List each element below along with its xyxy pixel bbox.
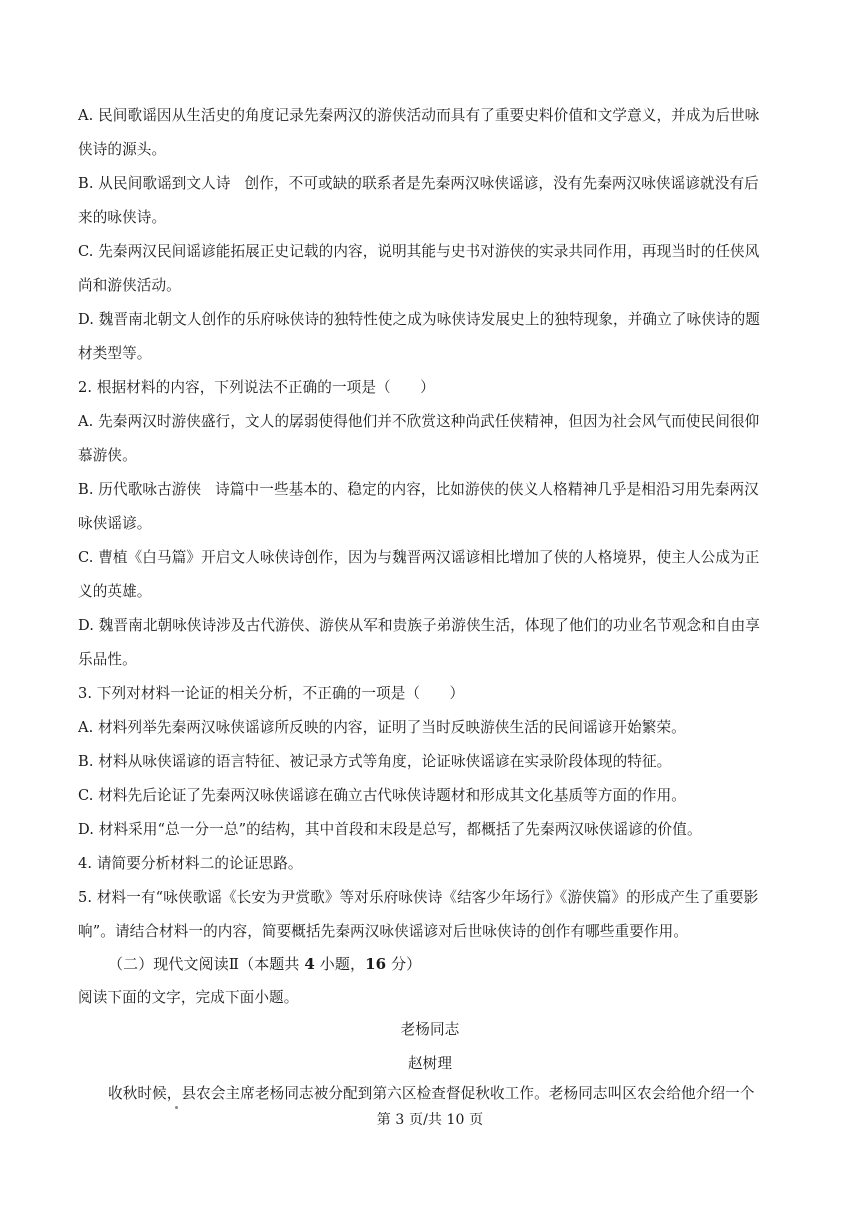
q5-line2: 响”。请结合材料一的内容，简要概括先秦两汉咏侠谣谚对后世咏侠诗的创作有哪些重要作用。 bbox=[78, 923, 689, 940]
story-paragraph: 收秋时候，县农会主席老杨同志被分配到第六区检查督促秋收工作。老杨同志叫区农会给他介绍一个 bbox=[108, 1085, 755, 1102]
section-heading-count: 4 bbox=[304, 955, 315, 973]
q1-option-d-line2: 材类型等。 bbox=[78, 345, 152, 362]
q1-option-c-line2: 尚和游侠活动。 bbox=[78, 277, 181, 294]
q1-option-b-part1: B. 从民间歌谣到文人诗 bbox=[78, 175, 231, 192]
q1-option-b-part2: 创作，不可或缺的联系者是先秦两汉咏侠谣谚，没有先秦两汉咏侠谣谚就没有后 bbox=[244, 175, 759, 192]
section-heading-part1: （二）现代文阅读Ⅱ（本题共 bbox=[108, 955, 300, 973]
section-heading bbox=[108, 954, 818, 974]
q2-option-c-line2: 义的英雄。 bbox=[78, 583, 152, 600]
q2-option-b-line1 bbox=[78, 480, 788, 500]
q2-option-b-part1: B. 历代歌咏古游侠 bbox=[78, 481, 202, 498]
q2-stem: 2. 根据材料的内容，下列说法不正确的一项是（ ） bbox=[78, 379, 435, 396]
q2-option-a-line2: 慕游侠。 bbox=[78, 447, 137, 464]
q1-option-a-line2: 侠诗的源头。 bbox=[78, 141, 167, 158]
q1-option-c-line1: C. 先秦两汉民间谣谚能拓展正史记载的内容，说明其能与史书对游侠的实录共同作用，再现当时的任侠风 bbox=[78, 243, 760, 260]
q1-option-d-line1: D. 魏晋南北朝文人创作的乐府咏侠诗的独特性使之成为咏侠诗发展史上的独特现象，并确立了咏侠诗的题 bbox=[78, 311, 760, 328]
reading-instruction: 阅读下面的文字，完成下面小题。 bbox=[78, 989, 299, 1006]
page-number: 第 3 页/共 10 页 bbox=[376, 1112, 484, 1128]
q1-option-a-line1: A. 民间歌谣因从生活史的角度记录先秦两汉的游侠活动而具有了重要史料价值和文学意义，并成为后世咏 bbox=[78, 107, 760, 124]
q1-option-b-line2: 来的咏侠诗。 bbox=[78, 209, 167, 226]
q3-stem: 3. 下列对材料一论证的相关分析，不正确的一项是（ ） bbox=[78, 685, 465, 702]
q2-option-c-line1: C. 曹植《白马篇》开启文人咏侠诗创作，因为与魏晋两汉谣谚相比增加了侠的人格境界，使主人公成为正 bbox=[78, 549, 760, 566]
story-title: 老杨同志 bbox=[400, 1021, 460, 1038]
scan-mark bbox=[175, 1106, 178, 1109]
q5-line1: 5. 材料一有“咏侠歌谣《长安为尹赏歌》等对乐府咏侠诗《结客少年场行》《游侠篇》的形成产生了重要影 bbox=[78, 889, 759, 906]
q1-option-b-line1 bbox=[78, 174, 788, 194]
q2-option-b-line2: 咏侠谣谚。 bbox=[78, 515, 152, 532]
section-heading-part2: 小题， bbox=[319, 955, 366, 973]
q2-option-a-line1: A. 先秦两汉时游侠盛行，文人的孱弱使得他们并不欣赏这种尚武任侠精神，但因为社会风气而使民间很仰 bbox=[78, 413, 760, 430]
q2-option-d-line1: D. 魏晋南北朝咏侠诗涉及古代游侠、游侠从军和贵族子弟游侠生活，体现了他们的功业名节观念和自由享 bbox=[78, 617, 760, 634]
q2-option-b-part2: 诗篇中一些基本的、稳定的内容，比如游侠的侠义人格精神几乎是相沿习用先秦两汉 bbox=[215, 481, 759, 498]
q3-option-c: C. 材料先后论证了先秦两汉咏侠谣谚在确立古代咏侠诗题材和形成其文化基质等方面的作用。 bbox=[78, 787, 686, 804]
q4-stem: 4. 请简要分析材料二的论证思路。 bbox=[78, 855, 303, 872]
section-heading-part3: 分） bbox=[391, 955, 422, 973]
section-heading-score: 16 bbox=[365, 955, 387, 973]
q2-option-d-line2: 乐品性。 bbox=[78, 651, 137, 668]
q3-option-a: A. 材料列举先秦两汉咏侠谣谚所反映的内容，证明了当时反映游侠生活的民间谣谚开始繁荣。 bbox=[78, 719, 686, 736]
story-author: 赵树理 bbox=[407, 1055, 453, 1072]
q3-option-b: B. 材料从咏侠谣谚的语言特征、被记录方式等角度，论证咏侠谣谚在实录阶段体现的特征。 bbox=[78, 753, 672, 770]
q3-option-d: D. 材料采用“总一分一总”的结构，其中首段和末段是总写，都概括了先秦两汉咏侠谣谚的价值。 bbox=[78, 821, 702, 838]
